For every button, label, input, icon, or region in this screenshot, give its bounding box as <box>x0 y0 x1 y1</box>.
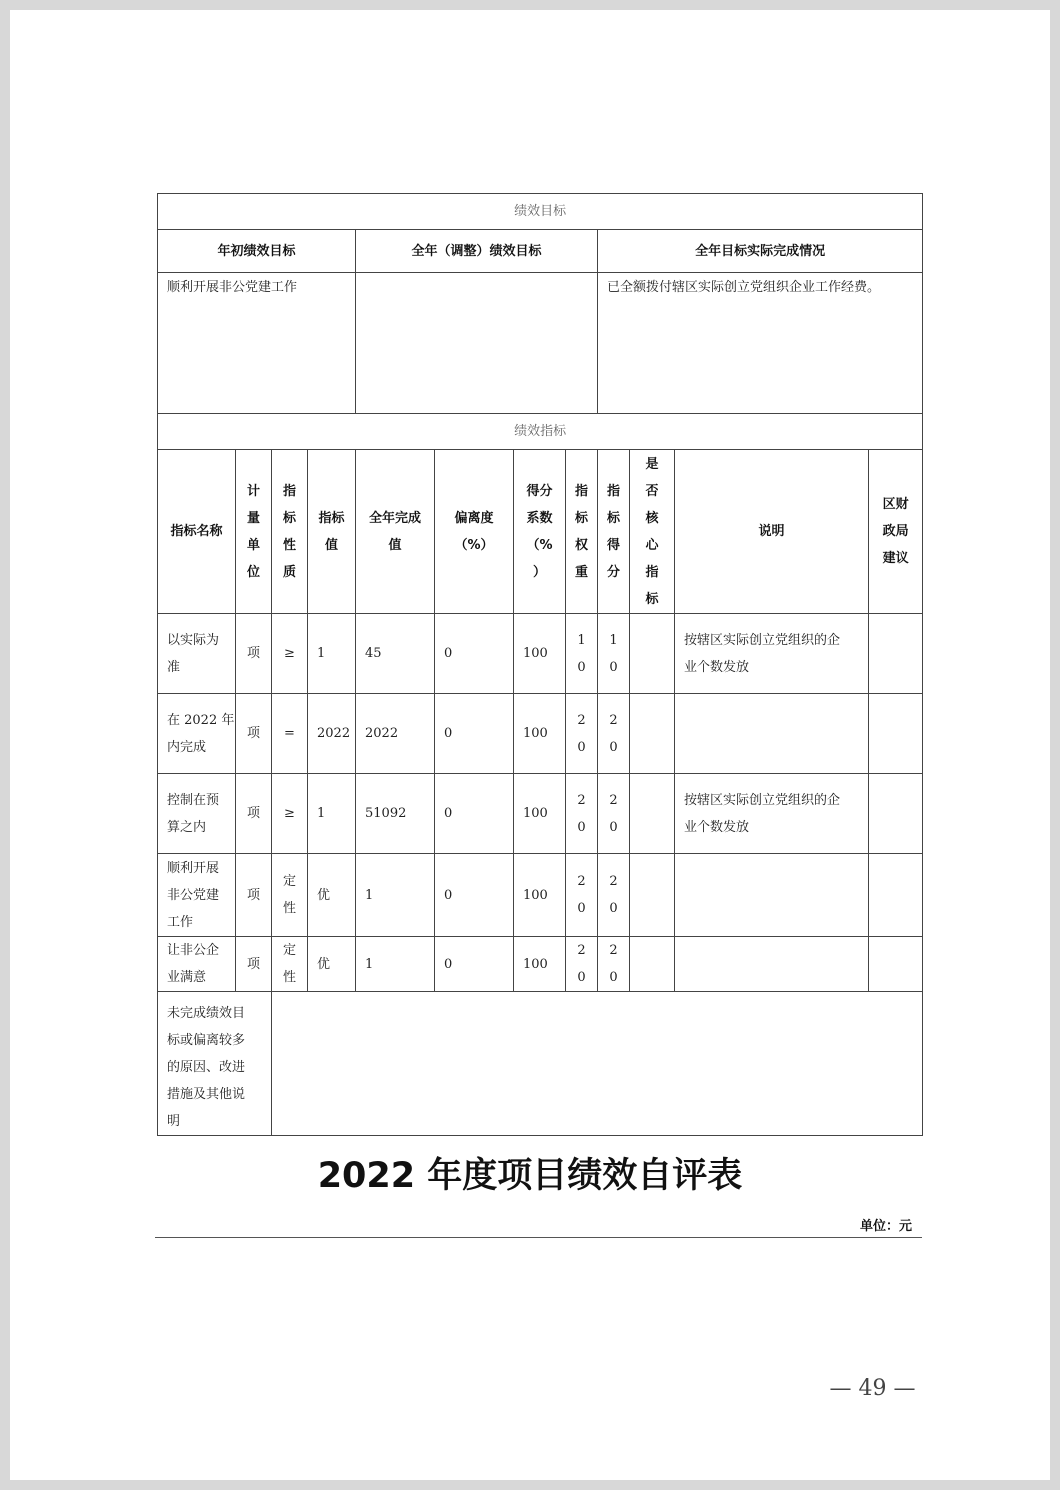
indicator-nature: = <box>272 694 308 774</box>
indicator-completed: 51092 <box>356 774 435 854</box>
indicator-weight: 2 0 <box>566 694 598 774</box>
header-actual-completion: 全年目标实际完成情况 <box>598 230 923 273</box>
indicator-coefficient: 100 <box>514 614 566 694</box>
column-header-core: 是 否 核 心 指 标 <box>630 450 675 614</box>
indicator-deviation: 0 <box>435 614 514 694</box>
column-header-deviation: 偏离度 （%） <box>435 450 514 614</box>
indicator-score: 2 0 <box>598 694 630 774</box>
indicator-completed: 45 <box>356 614 435 694</box>
indicator-score: 2 0 <box>598 854 630 937</box>
indicator-coefficient: 100 <box>514 937 566 992</box>
indicator-completed: 1 <box>356 854 435 937</box>
indicator-nature: ≥ <box>272 774 308 854</box>
indicator-advice <box>869 854 923 937</box>
actual-completion-value: 已全额拨付辖区实际创立党组织企业工作经费。 <box>598 273 923 414</box>
indicator-value: 1 <box>308 774 356 854</box>
goals-section-title: 绩效目标 <box>158 194 923 230</box>
indicator-core <box>630 937 675 992</box>
indicator-unit: 项 <box>236 614 272 694</box>
indicator-unit: 项 <box>236 854 272 937</box>
indicator-core <box>630 614 675 694</box>
indicators-section-title: 绩效指标 <box>158 414 923 450</box>
column-header-coefficient: 得分 系数 （% ） <box>514 450 566 614</box>
indicator-score: 1 0 <box>598 614 630 694</box>
column-header-weight: 指 标 权 重 <box>566 450 598 614</box>
indicator-score: 2 0 <box>598 774 630 854</box>
header-adjusted-goal: 全年（调整）绩效目标 <box>356 230 598 273</box>
indicator-nature: 定 性 <box>272 854 308 937</box>
indicator-core <box>630 774 675 854</box>
indicator-weight: 2 0 <box>566 854 598 937</box>
indicator-name: 顺利开展 非公党建 工作 <box>158 854 236 937</box>
indicator-completed: 2022 <box>356 694 435 774</box>
indicator-nature: ≥ <box>272 614 308 694</box>
unit-label: 单位：元 <box>859 1219 912 1234</box>
column-header-score: 指 标 得 分 <box>598 450 630 614</box>
table-row <box>158 694 923 774</box>
indicator-weight: 2 0 <box>566 774 598 854</box>
table-row <box>158 774 923 854</box>
table-row <box>158 614 923 694</box>
indicator-description: 按辖区实际创立党组织的企 业个数发放 <box>675 614 869 694</box>
page-title: 2022 年度项目绩效自评表 <box>317 1156 743 1196</box>
indicator-weight: 2 0 <box>566 937 598 992</box>
indicator-name: 以实际为 准 <box>158 614 236 694</box>
indicator-coefficient: 100 <box>514 694 566 774</box>
indicator-value: 2022 <box>308 694 356 774</box>
column-header-value: 指标 值 <box>308 450 356 614</box>
column-header-nature: 指 标 性 质 <box>272 450 308 614</box>
indicator-unit: 项 <box>236 937 272 992</box>
indicator-value: 1 <box>308 614 356 694</box>
column-header-name: 指标名称 <box>158 450 236 614</box>
indicator-deviation: 0 <box>435 774 514 854</box>
indicator-score: 2 0 <box>598 937 630 992</box>
indicator-unit: 项 <box>236 694 272 774</box>
indicator-core <box>630 694 675 774</box>
column-header-advice: 区财 政局 建议 <box>869 450 923 614</box>
indicator-weight: 1 0 <box>566 614 598 694</box>
header-initial-goal: 年初绩效目标 <box>158 230 356 273</box>
indicator-advice <box>869 937 923 992</box>
indicator-coefficient: 100 <box>514 774 566 854</box>
indicator-completed: 1 <box>356 937 435 992</box>
indicator-value: 优 <box>308 854 356 937</box>
indicator-name: 在 2022 年 内完成 <box>158 694 236 774</box>
column-header-completed: 全年完成 值 <box>356 450 435 614</box>
indicator-deviation: 0 <box>435 937 514 992</box>
table-row <box>158 937 923 992</box>
indicator-deviation: 0 <box>435 854 514 937</box>
indicator-description <box>675 854 869 937</box>
indicator-core <box>630 854 675 937</box>
indicator-description: 按辖区实际创立党组织的企 业个数发放 <box>675 774 869 854</box>
divider <box>155 1237 922 1238</box>
remarks-label: 未完成绩效目 标或偏离较多 的原因、改进 措施及其他说 明 <box>158 992 272 1136</box>
indicator-advice <box>869 614 923 694</box>
column-header-description: 说明 <box>675 450 869 614</box>
indicator-advice <box>869 774 923 854</box>
indicator-description <box>675 694 869 774</box>
column-header-unit: 计 量 单 位 <box>236 450 272 614</box>
indicator-advice <box>869 694 923 774</box>
adjusted-goal-value <box>356 273 598 414</box>
table-row <box>158 854 923 937</box>
indicator-name: 控制在预 算之内 <box>158 774 236 854</box>
indicator-deviation: 0 <box>435 694 514 774</box>
indicator-coefficient: 100 <box>514 854 566 937</box>
performance-table <box>157 193 923 1136</box>
indicator-name: 让非公企 业满意 <box>158 937 236 992</box>
initial-goal-value: 顺利开展非公党建工作 <box>158 273 356 414</box>
indicator-unit: 项 <box>236 774 272 854</box>
indicator-nature: 定 性 <box>272 937 308 992</box>
indicator-description <box>675 937 869 992</box>
indicator-value: 优 <box>308 937 356 992</box>
remarks-value <box>272 992 923 1136</box>
page-number: — 49 — <box>829 1376 916 1401</box>
